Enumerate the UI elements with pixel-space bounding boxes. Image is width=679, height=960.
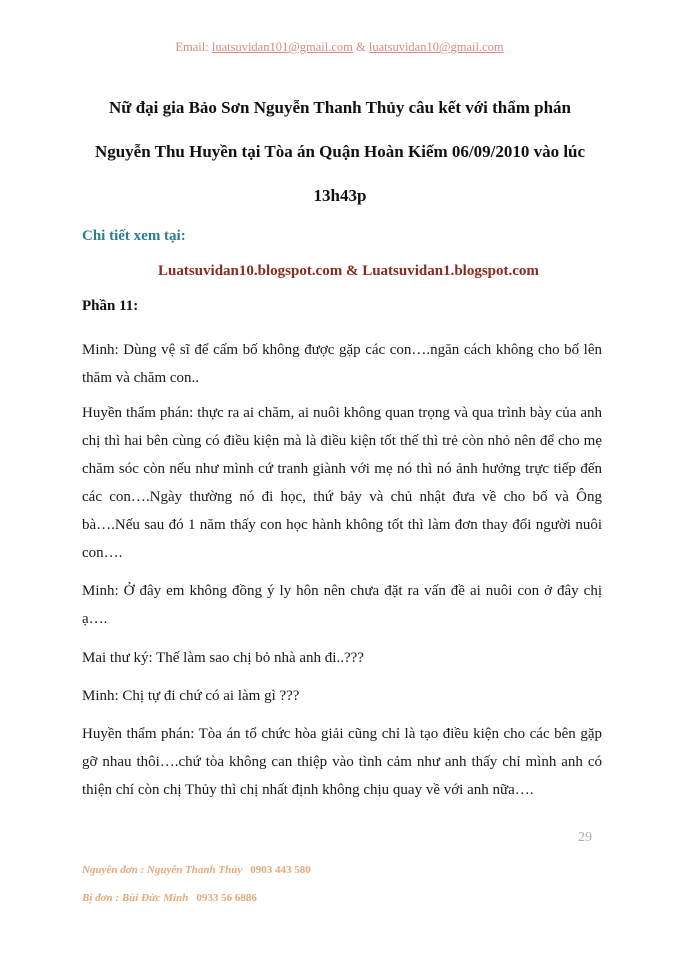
email-separator: & <box>352 40 369 54</box>
footer-defendant <box>82 892 257 904</box>
email-link-1[interactable]: luatsuvidan101@gmail.com <box>211 40 353 54</box>
blog-links: Luatsuvidan10.blogspot.com & Luatsuvidan1.blogspot.com <box>158 263 539 279</box>
plaintiff-phone: 0903 443 580 <box>250 864 311 876</box>
document-title-line-1: Nữ đại gia Bảo Sơn Nguyễn Thanh Thủy câu kết với thẩm phán <box>108 98 572 117</box>
paragraph-5: Minh: Chị tự đi chứ có ai làm gì ??? <box>82 688 300 704</box>
paragraph-3: Minh: Ở đây em không đồng ý ly hôn nên chưa đặt ra vấn đề ai nuôi con ở đây chị ạ…. <box>82 583 602 627</box>
paragraph-6: Huyền thẩm phán: Tòa án tổ chức hòa giải cũng chỉ là tạo điều kiện cho các bên gặp gỡ nhau thôi….chứ tòa không can thiệp vào tình cảm như anh thấy chỉ mình anh có thiện chí còn chị Thủy thì chị nhất định không chịu quay về với anh nữa…. <box>82 726 602 798</box>
email-prefix: Email: <box>175 40 212 54</box>
defendant-phone: 0933 56 6886 <box>196 892 257 904</box>
email-header <box>0 40 679 55</box>
section-title: Phần 11: <box>82 298 139 314</box>
plaintiff-label: Nguyên đơn : Nguyễn Thanh Thủy <box>82 864 243 876</box>
paragraph-1: Minh: Dùng vệ sĩ để cấm bố không được gặp các con….ngăn cách không cho bố lên thăm và chăm con.. <box>82 342 602 386</box>
footer-plaintiff <box>82 864 311 876</box>
paragraph-4: Mai thư ký: Thế làm sao chị bỏ nhà anh đi..??? <box>82 650 364 666</box>
document-title-line-3: 13h43p <box>313 186 367 205</box>
page-number: 29 <box>578 830 592 845</box>
email-link-2[interactable]: luatsuvidan10@gmail.com <box>368 40 504 54</box>
paragraph-2: Huyền thẩm phán: thực ra ai chăm, ai nuôi không quan trọng và qua trình bày của anh chị thì hai bên cùng có điều kiện mà là điều kiện tốt thế thì trẻ còn nhỏ nên để cho mẹ chăm sóc còn nếu như mình cứ tranh giành với mẹ nó thì nó ảnh hưởng trực tiếp đến các con….Ngày thường nó đi học, thứ bảy và chủ nhật đưa về cho bố và Ông bà….Nếu sau đó 1 năm thấy con học hành không tốt thì làm đơn thay đổi người nuôi con…. <box>82 405 602 561</box>
details-label: Chi tiết xem tại: <box>82 228 186 244</box>
document-title-line-2: Nguyễn Thu Huyền tại Tòa án Quận Hoàn Kiếm 06/09/2010 vào lúc <box>94 142 586 161</box>
defendant-label: Bị đơn : Bùi Đức Minh <box>82 892 189 904</box>
